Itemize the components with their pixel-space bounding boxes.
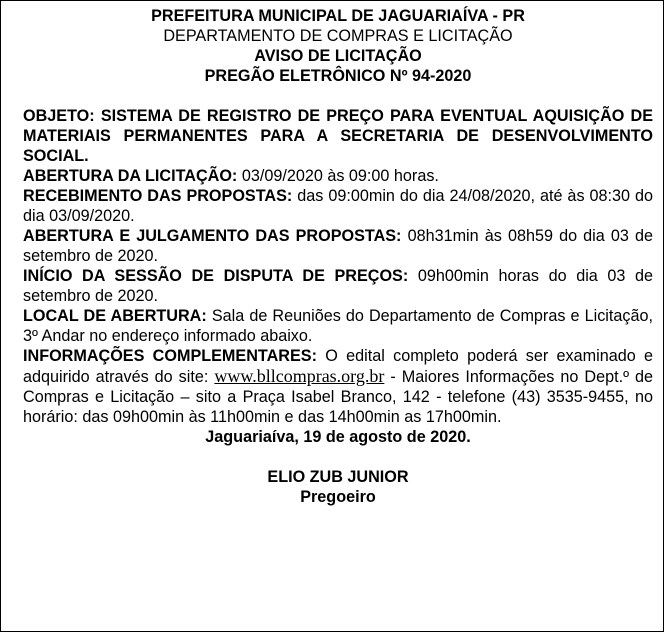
header-municipality: PREFEITURA MUNICIPAL DE JAGUARIAÍVA - PR: [151, 7, 525, 25]
informacoes-label: INFORMAÇÕES COMPLEMENTARES:: [23, 347, 317, 365]
date-line: Jaguariaíva, 19 de agosto de 2020.: [205, 428, 471, 446]
section-recebimento: [23, 186, 653, 226]
abertura-licitacao-label: ABERTURA DA LICITAÇÃO:: [23, 167, 238, 185]
section-julgamento: [23, 226, 653, 266]
recebimento-text: das 09:00min do dia 24/08/2020, até às 08:30 do dia 03/09/2020.: [23, 187, 653, 225]
objeto-label: OBJETO:: [23, 107, 95, 125]
signatory-name: ELIO ZUB JUNIOR: [267, 468, 409, 486]
header-notice-title: AVISO DE LICITAÇÃO: [254, 47, 422, 65]
objeto-text: SISTEMA DE REGISTRO DE PREÇO PARA EVENTUAL AQUISIÇÃO DE MATERIAIS PERMANENTES PARA A SECRETARIA DE DESENVOLVIMENTO SOCIAL.: [23, 107, 653, 165]
section-objeto: [23, 106, 653, 166]
section-informacoes: [23, 346, 653, 427]
header-auction-number: PREGÃO ELETRÔNICO Nº 94-2020: [204, 67, 472, 85]
informacoes-text-after: - Maiores Informações no Dept.º de Compras e Licitação – sito a Praça Isabel Branco, 142 - telefone (43) 3535-9455, no horário: das 09h00min às 11h00min e das 14h00min as 17h00min.: [23, 368, 653, 426]
inicio-sessao-text: 09h00min horas do dia 03 de setembro de 2020.: [23, 267, 653, 305]
spacer: [23, 86, 653, 106]
recebimento-label: RECEBIMENTO DAS PROPOSTAS:: [23, 187, 293, 205]
section-local: [23, 306, 653, 346]
signatory-role: Pregoeiro: [300, 488, 376, 506]
website-link[interactable]: www.bllcompras.org.br: [214, 366, 385, 386]
spacer: [23, 447, 653, 467]
julgamento-text: 08h31min às 08h59 do dia 03 de setembro de 2020.: [23, 227, 653, 265]
julgamento-label: ABERTURA E JULGAMENTO DAS PROPOSTAS:: [23, 227, 402, 245]
header-department: DEPARTAMENTO DE COMPRAS E LICITAÇÃO: [163, 27, 513, 45]
abertura-licitacao-text: 03/09/2020 às 09:00 horas.: [241, 167, 439, 185]
section-inicio-sessao: [23, 266, 653, 306]
local-text: Sala de Reuniões do Departamento de Compras e Licitação, 3º Andar no endereço informado abaixo.: [23, 307, 653, 345]
section-abertura-licitacao: [23, 166, 653, 186]
informacoes-text-before: O edital completo poderá ser examinado e adquirido através do site:: [23, 347, 653, 386]
local-label: LOCAL DE ABERTURA:: [23, 307, 207, 325]
inicio-sessao-label: INÍCIO DA SESSÃO DE DISPUTA DE PREÇOS:: [23, 267, 409, 285]
